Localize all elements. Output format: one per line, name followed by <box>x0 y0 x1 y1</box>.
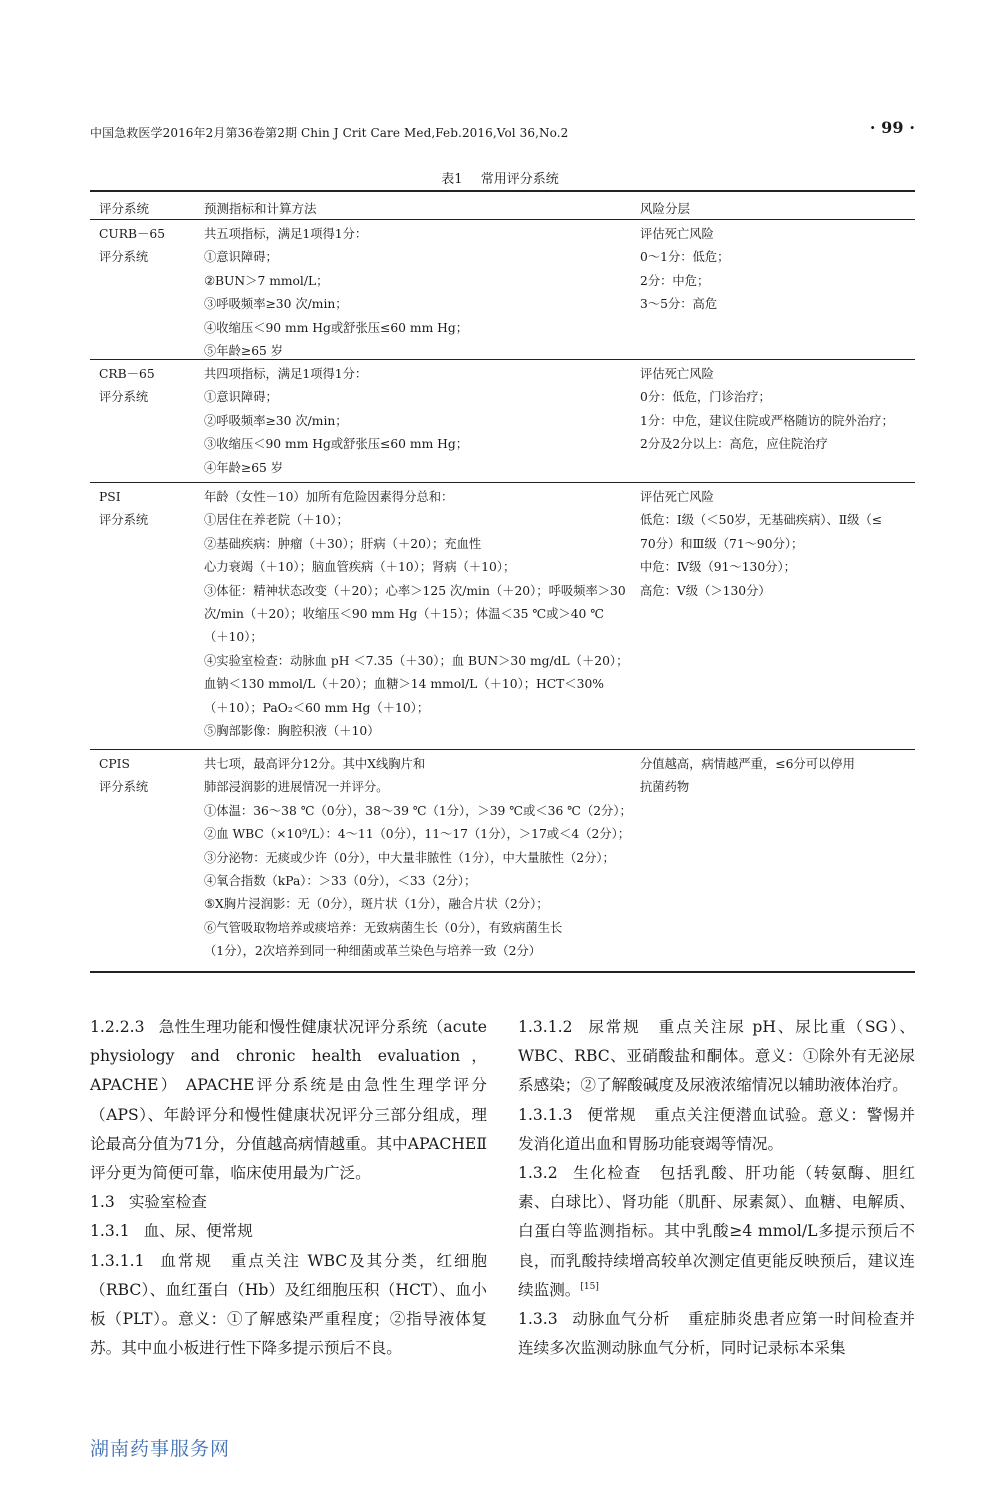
running-head-journal: 中国急救医学2016年2月第36卷第2期 Chin J Crit Care Med,Feb.2016,Vol 36,No.2 <box>90 126 569 140</box>
table-cell-method-line: ⑤年龄≥65 岁 <box>204 344 284 358</box>
table-cell-system-line: CURB－65 <box>99 227 166 241</box>
table-cell-method-line: ③呼吸频率≥30 次/min； <box>204 297 348 312</box>
table-cell-system-line: CRB－65 <box>99 367 155 381</box>
table-cell-system-line: 评分系统 <box>99 513 149 528</box>
table-cell-system-line: 评分系统 <box>99 250 149 265</box>
running-head <box>90 118 915 141</box>
table-cell-system-line: 评分系统 <box>99 390 149 405</box>
section-1-3-2: 1.3.2 生化检查 包括乳酸、肝功能（转氨酶、胆红素、白球比）、肾功能（肌酐、尿素氮）、血糖、电解质、白蛋白等监测指标。其中乳酸≥4 mmol/L多提示预后不良，而乳酸持续增高较单次测定值更能反映预后，建议连续监测。[15] <box>518 1164 915 1299</box>
table-cell-risk-line: 2分及2分以上：高危，应住院治疗 <box>640 437 828 452</box>
table-caption <box>0 168 1000 187</box>
table-cell-method-line: ①意识障碍； <box>204 390 278 405</box>
table-cell-method-line: （＋10）； <box>204 630 263 645</box>
table-cell-method-line: 血钠＜130 mmol/L（＋20）；血糖＞14 mmol/L（＋10）；HCT＜30% <box>204 677 604 692</box>
table-cell-risk-line: 评估死亡风险 <box>640 367 714 381</box>
table-cell-risk-line: 0～1分：低危； <box>640 250 730 265</box>
section-1-3-1: 1.3.1 血、尿、便常规 <box>90 1222 253 1241</box>
table-cell-method-line: ①体温：36～38 ℃（0分），38～39 ℃（1分），＞39 ℃或＜36 ℃（2分）； <box>204 803 632 818</box>
table-caption-title: 常用评分系统 <box>480 172 559 187</box>
table-cell-method-line: ②BUN＞7 mmol/L； <box>204 273 329 288</box>
section-1-3-3: 1.3.3 动脉血气分析 重症肺炎患者应第一时间检查并连续多次监测动脉血气分析，同时记录标本采集 <box>518 1310 915 1358</box>
section-1-3-1-2: 1.3.1.2 尿常规 重点关注尿 pH、尿比重（SG）、WBC、RBC、亚硝酸盐和酮体。意义：①除外有无泌尿系感染；②了解酸碱度及尿液浓缩情况以辅助液体治疗。 <box>518 1018 915 1095</box>
table-cell-risk-line: 1分：中危，建议住院或严格随访的院外治疗； <box>640 413 894 428</box>
table-cell-risk-line: 低危：Ⅰ级（＜50岁，无基础疾病）、Ⅱ级（≤ <box>640 513 883 528</box>
table-row-separator <box>90 359 915 360</box>
body-column-right <box>518 1013 915 1363</box>
table-cell-method-line: ⑥气管吸取物培养或痰培养：无致病菌生长（0分），有致病菌生长 <box>204 920 563 935</box>
table-cell-method-line: ④收缩压＜90 mm Hg或舒张压≤60 mm Hg； <box>204 320 469 335</box>
table-cell-risk-line: 70分）和Ⅲ级（71～90分）； <box>640 536 804 551</box>
table-cell-method-line: （＋10）；PaO₂＜60 mm Hg（＋10）； <box>204 700 430 715</box>
table-cell-system-line: CPIS <box>99 757 130 771</box>
table-header-risk: 风险分层 <box>640 201 691 216</box>
table-cell-method-line: ④氧合指数（kPa）：＞33（0分），＜33（2分）； <box>204 874 477 888</box>
section-1-3: 1.3 实验室检查 <box>90 1193 207 1212</box>
table-bottom-rule <box>90 971 915 973</box>
body-column-left <box>90 1013 487 1363</box>
page-number: · 99 · <box>869 118 915 137</box>
table-cell-risk-line: 评估死亡风险 <box>640 227 714 241</box>
table-header-rule <box>90 219 915 220</box>
table-cell-method-line: ②呼吸频率≥30 次/min； <box>204 413 348 428</box>
table-cell-risk-line: 0分：低危，门诊治疗； <box>640 390 771 405</box>
table-cell-method-line: 共七项，最高评分12分。其中X线胸片和 <box>204 757 426 771</box>
table-cell-method-line: ③体征：精神状态改变（＋20）；心率＞125 次/min（＋20）；呼吸频率＞30 <box>204 583 626 598</box>
table-cell-system-line: PSI <box>99 490 121 504</box>
table-cell-method-line: 心力衰竭（＋10）；脑血管疾病（＋10）；肾病（＋10）； <box>204 560 516 575</box>
table-cell-risk-line: 高危：Ⅴ级（＞130分） <box>640 583 771 598</box>
table-cell-risk-line: 2分：中危； <box>640 273 710 288</box>
citation-15[interactable]: [15] <box>580 1281 599 1292</box>
table-cell-method-line: ①意识障碍； <box>204 250 278 265</box>
table-cell-method-line: ①居住在养老院（＋10）； <box>204 513 349 528</box>
section-1-3-1-3: 1.3.1.3 便常规 重点关注便潜血试验。意义：警惕并发消化道出血和胃肠功能衰竭等情况。 <box>518 1105 915 1153</box>
table-cell-method-line: ②血 WBC（×10⁹/L）：4～11（0分），11～17（1分），＞17或＜4（2分）； <box>204 827 631 842</box>
table-cell-method-line: 次/min（＋20）；收缩压＜90 mm Hg（＋15）；体温＜35 ℃或＞40 ℃ <box>204 607 605 621</box>
table-row-separator <box>90 482 915 483</box>
table-cell-method-line: （1分），2次培养到同一种细菌或革兰染色与培养一致（2分） <box>204 944 542 959</box>
table-cell-risk-line: 3～5分：高危 <box>640 297 718 312</box>
table-cell-method-line: ⑤胸部影像：胸腔积液（＋10） <box>204 724 380 738</box>
table-cell-method-line: 共四项指标，满足1项得1分： <box>204 367 368 381</box>
table-caption-label: 表1 <box>441 172 463 187</box>
table-cell-method-line: 年龄（女性－10）加所有危险因素得分总和： <box>204 490 454 504</box>
section-1-3-1-1: 1.3.1.1 血常规 重点关注 WBC及其分类，红细胞（RBC）、血红蛋白（Hb）及红细胞压积（HCT）、血小板（PLT）。意义：①了解感染严重程度；②指导液体复苏。其中血小板进行性下降多提示预后不良。 <box>90 1251 487 1358</box>
table-cell-method-line: ⑤X胸片浸润影：无（0分），斑片状（1分），融合片状（2分）； <box>204 897 549 912</box>
table-cell-risk-line: 分值越高，病情越严重，≤6分可以停用 <box>640 757 855 771</box>
table-row-separator <box>90 749 915 750</box>
section-1-2-2-3: 1.2.2.3 急性生理功能和慢性健康状况评分系统（acute physiology and chronic health evaluation，APACHE） APACHE评分系统是由急性生理学评分（APS）、年龄评分和慢性健康状况评分三部分组成，理论最高分值为71分，分值越高病情越重。其中APACHEⅡ评分更为简便可靠，临床使用最为广泛。 <box>90 1018 487 1183</box>
table-cell-method-line: ③分泌物：无痰或少许（0分），中大量非脓性（1分），中大量脓性（2分）； <box>204 850 615 865</box>
table-cell-risk-line: 中危：Ⅳ级（91～130分）； <box>640 560 796 575</box>
table-header-system: 评分系统 <box>99 201 150 216</box>
table-cell-method-line: ④实验室检查：动脉血 pH ＜7.35（＋30）；血 BUN＞30 mg/dL（＋20）； <box>204 653 629 668</box>
table-cell-system-line: 评分系统 <box>99 780 149 795</box>
table-cell-method-line: ②基础疾病：肿瘤（＋30）；肝病（＋20）；充血性 <box>204 536 482 551</box>
table-cell-risk-line: 抗菌药物 <box>640 780 690 795</box>
table-cell-method-line: 肺部浸润影的进展情况一并评分。 <box>204 780 389 795</box>
table-cell-risk-line: 评估死亡风险 <box>640 490 714 504</box>
table-cell-method-line: 共五项指标，满足1项得1分： <box>204 227 368 241</box>
site-watermark[interactable]: 湖南药事服务网 <box>90 1438 231 1460</box>
table-cell-method-line: ③收缩压＜90 mm Hg或舒张压≤60 mm Hg； <box>204 437 469 452</box>
table-top-rule <box>90 190 915 192</box>
table-header-method: 预测指标和计算方法 <box>204 201 317 216</box>
table-cell-method-line: ④年龄≥65 岁 <box>204 460 284 475</box>
